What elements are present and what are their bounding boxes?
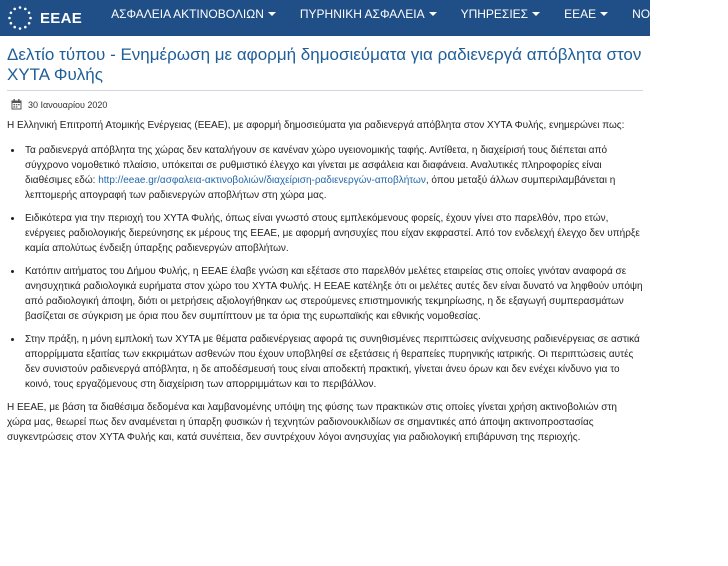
- nav-legislation[interactable]: [630, 7, 705, 22]
- brand-name: EEAE: [40, 9, 83, 27]
- chevron-down-icon: [600, 12, 608, 16]
- article: [0, 45, 650, 445]
- chevron-down-icon: [268, 12, 276, 16]
- page-title: Δελτίο τύπου - Ενημέρωση με αφορμή δημοσιεύματα για ραδιενεργά απόβλητα στον ΧΥΤΑ Φυλής: [7, 45, 642, 84]
- nav-radiation-safety[interactable]: [109, 7, 276, 22]
- date-text: 30 Ιανουαρίου 2020: [28, 99, 108, 110]
- list-item: • Ειδικότερα για την περιοχή του ΧΥΤΑ Φυλής, όπως είναι γνωστό στους εμπλεκόμενους φορείς, έχουν γίνει στο παρελθόν, προ ετών, ενέργειες ραδιολογικής διερεύνησης εκ μέρους της ΕΕΑΕ, με αφορμή ανησυχίες που είχαν εκφραστεί. Από τον ενδελεχή έλεγχο δεν υπήρξε καμία απολύτως ένδειξη ύπαρξης ραδιενεργών αποβλήτων.: [23, 211, 643, 256]
- eu-stars-logo-icon: [7, 5, 33, 31]
- nav-nuclear-safety[interactable]: [298, 7, 437, 22]
- radioactive-waste-link[interactable]: http://eeae.gr/ασφαλεια-ακτινοβολιών/διαχείριση-ραδιενεργών-αποβλήτων: [98, 175, 426, 186]
- nav-label: ΕΕΑΕ: [564, 6, 597, 21]
- main-nav: [109, 7, 728, 30]
- bullet-list: [7, 143, 643, 392]
- nav-eeae[interactable]: [562, 7, 608, 22]
- list-item: • Κατόπιν αιτήματος του Δήμου Φυλής, η ΕΕΑΕ έλαβε γνώση και εξέτασε στο παρελθόν μελέτες εταιρείας στις οποίες γινόταν αναφορά σε ανησυχητικά ραδιολογικά ευρήματα στον χώρο του ΧΥΤΑ Φυλής. Η ΕΕΑΕ κατέληξε ότι οι μελέτες αυτές δεν είναι δυνατό να ληφθούν υπόψη από ραδιολογική άποψη, διότι οι μετρήσεις αξιολογήθηκαν ως στερούμενες επιστημονικής τεκμηρίωσης, η δε εξαγωγή συμπερασμάτων βασίζεται σε σύγκριση με όρια που δεν συμπίπτουν με τα όρια της ευρωπαϊκής και εθνικής νομοθεσίας.: [23, 264, 643, 324]
- bullet-text: Τα ραδιενεργά απόβλητα της χώρας δεν καταλήγουν σε κανέναν χώρο υγειονομικής ταφής. Αντίθετα, η διαχείρισή τους διέπεται από σύγχρονο νομοθετικό πλαίσιο, υπόκειται σε ρυθμιστικό έλεγχο και γίνεται με ασφάλεια και διαφάνεια. Αναλυτικές πληροφορίες είναι διαθέσιμες εδώ:: [25, 145, 608, 186]
- chevron-down-icon: [532, 12, 540, 16]
- list-item: [23, 143, 643, 203]
- list-item: • Στην πράξη, η μόνη εμπλοκή των ΧΥΤΑ με θέματα ραδιενέργειας αφορά τις συνηθισμένες περιπτώσεις ανίχνευσης ραδιενέργειας σε αστικά απορρίμματα εξαιτίας των εκκριμάτων ασθενών που έχουν υποβληθεί σε εξετάσεις ή θεραπείες πυρηνικής ιατρικής. Οι περιπτώσεις αυτές δεν συνιστούν ραδιενεργά απόβλητα, η δε αποδέσμευσή τους είναι αποδεκτή πρακτική, γίνεται άνευ όρων και δεν ενέχει κίνδυνο για το κοινό, τους εργαζόμενους στη διαχείριση των απορριμμάτων και το περιβάλλον.: [23, 332, 643, 392]
- closing-paragraph: Η ΕΕΑΕ, με βάση τα διαθέσιμα δεδομένα και λαμβανομένης υπόψη της φύσης των πρακτικών στις οποίες γίνεται χρήση ακτινοβολιών στη χώρα μας, θεωρεί πως δεν αναμένεται η ύπαρξη φυσικών ή τεχνητών ραδιονουκλιδίων σε σημαντικές από άποψη ακτινοπροστασίας συγκεντρώσεις στον ΧΥΤΑ Φυλής και, κατά συνέπεια, δεν συντρέχουν λόγοι ανησυχίας για ραδιολογική επιβάρυνση της περιοχής.: [7, 402, 617, 443]
- nav-label: ΥΠΗΡΕΣΙΕΣ: [460, 6, 529, 21]
- nav-label: ΑΣΦΑΛΕΙΑ ΑΚΤΙΝΟΒΟΛΙΩΝ: [111, 6, 264, 21]
- calendar-icon: [11, 99, 22, 110]
- bullet-text: , όπου μεταξύ άλλων συμπεριλαμβάνεται η λεπτομερής απογραφή των ραδιενεργών αποβλήτων στη χώρα μας.: [25, 175, 616, 201]
- top-navbar: [0, 0, 706, 36]
- nav-services[interactable]: [459, 7, 541, 22]
- nav-label: ΠΥΡΗΝΙΚΗ ΑΣΦΑΛΕΙΑ: [299, 6, 425, 21]
- title-divider: [7, 90, 643, 91]
- intro-paragraph: Η Ελληνική Επιτροπή Ατομικής Ενέργειας (ΕΕΑΕ), με αφορμή δημοσιεύματα για ραδιενεργά απόβλητα στον ΧΥΤΑ Φυλής, ενημερώνει πως:: [7, 120, 625, 131]
- nav-label: ΝΟΜΟΘΕΣΙΑ: [632, 6, 706, 21]
- brand-home-link[interactable]: [0, 0, 82, 36]
- article-date: [7, 99, 643, 110]
- chevron-down-icon: [429, 12, 437, 16]
